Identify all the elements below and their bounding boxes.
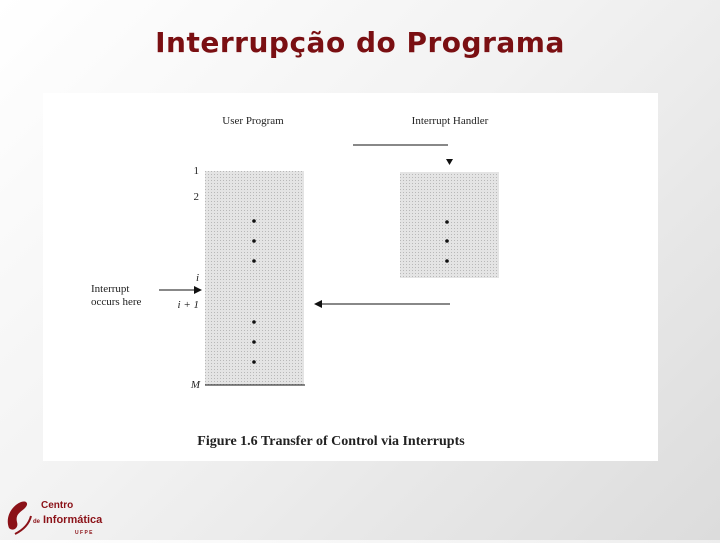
line-label-1: 1 — [193, 165, 199, 177]
ellipsis-dot — [252, 340, 256, 344]
ellipsis-dot — [445, 220, 449, 224]
line-label-M: M — [190, 379, 200, 391]
ellipsis-dot — [445, 239, 449, 243]
ellipsis-dot — [445, 259, 449, 263]
figure-caption: Figure 1.6 Transfer of Control via Interrupts — [197, 434, 465, 449]
logo-swirl-icon — [15, 516, 31, 534]
ellipsis-dot — [252, 320, 256, 324]
handler-entry-arrowhead — [446, 159, 453, 165]
centro-informatica-logo — [3, 494, 117, 538]
logo-line2-small: de — [33, 519, 41, 525]
ellipsis-dot — [252, 360, 256, 364]
interrupt-handler-block — [400, 172, 499, 278]
figure-panel — [43, 93, 658, 461]
ellipsis-dot — [252, 239, 256, 243]
ellipsis-dot — [252, 219, 256, 223]
logo-line2: Informática — [43, 514, 103, 526]
line-label-2: 2 — [193, 191, 199, 203]
line-label-i: i — [195, 272, 199, 284]
interrupt-label-line1: Interrupt — [91, 283, 130, 295]
interrupt-handler-label: Interrupt Handler — [411, 115, 489, 127]
user-program-block — [205, 171, 304, 385]
slide-title: Interrupção do Programa — [155, 26, 565, 59]
transfer-of-control-diagram — [43, 93, 658, 461]
ellipsis-dot — [252, 259, 256, 263]
user-program-label: User Program — [222, 115, 284, 127]
logo-line3: U F P E — [75, 530, 93, 536]
logo-swirl-icon — [8, 501, 27, 529]
line-label-i-plus-1: i + 1 — [177, 299, 199, 311]
logo-line1: Centro — [41, 500, 74, 511]
interrupt-label-line2: occurs here — [91, 296, 142, 308]
